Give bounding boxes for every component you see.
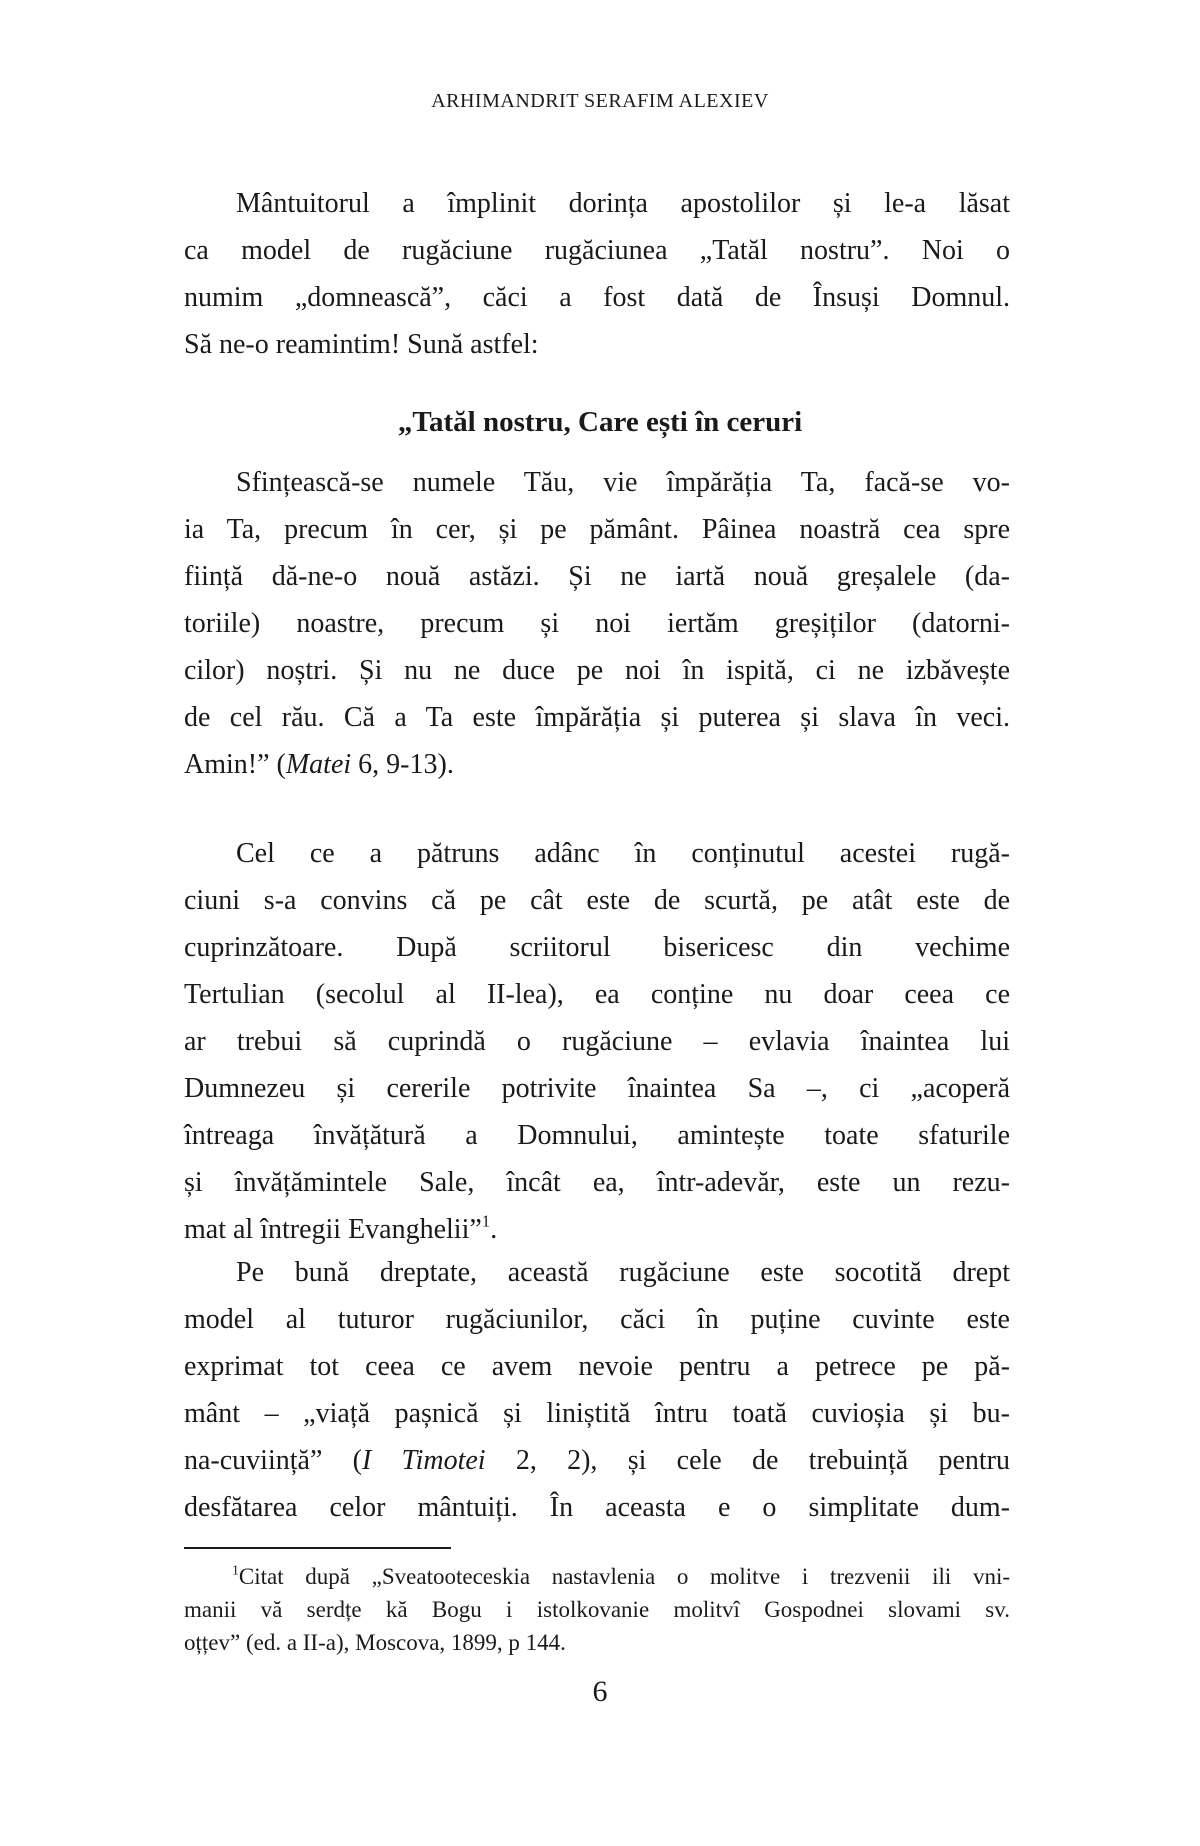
- text-line: Să ne-o reamintim! Sună astfel:: [184, 329, 539, 360]
- footnote-line: manii vă serdțe kă Bogu i istolkovanie molitvî Gospodnei slovami sv.: [184, 1597, 1010, 1622]
- text-line: întreaga învățătură a Domnului, amintește toate sfaturile: [184, 1120, 1010, 1151]
- text-line: [184, 1437, 1010, 1484]
- text-line: model al tuturor rugăciunilor, căci în puține cuvinte este: [184, 1304, 1010, 1335]
- paragraph-prayer: [184, 459, 1010, 788]
- text: 2, 2), și cele de trebuință pentru: [485, 1445, 1010, 1476]
- text-line: Tertulian (secolul al II-lea), ea conține nu doar ceea ce: [184, 979, 1010, 1010]
- text-line: toriile) noastre, precum și noi iertăm greșiților (datorni-: [184, 608, 1010, 639]
- text-line: ciuni s-a convins că pe cât este de scurtă, pe atât este de: [184, 885, 1010, 916]
- footnote-separator: [184, 1547, 451, 1549]
- text: 6, 9-13).: [351, 749, 454, 780]
- paragraph-tertulian: [184, 830, 1010, 1253]
- text-line: ca model de rugăciune rugăciunea „Tatăl nostru”. Noi o: [184, 235, 1010, 266]
- text-line: mânt – „viață pașnică și liniștită întru toată cuvioșia și bu-: [184, 1398, 1010, 1429]
- footnote: [184, 1560, 1010, 1659]
- running-header: ARHIMANDRIT SERAFIM ALEXIEV: [431, 90, 769, 112]
- text-line: Pe bună dreptate, această rugăciune este socotită drept: [236, 1257, 1010, 1288]
- text-line: numim „domnească”, căci a fost dată de Însuși Domnul.: [184, 282, 1010, 313]
- text-line: Sfințească-se numele Tău, vie împărăția Ta, facă-se vo-: [236, 467, 1010, 498]
- prayer-heading: „Tatăl nostru, Care ești în ceruri: [397, 406, 803, 438]
- text-line: cilor) noștri. Și nu ne duce pe noi în ispită, ci ne izbăvește: [184, 655, 1010, 686]
- text: Citat după „Sveatooteceskia nastavlenia o molitve i trezvenii ili vni-: [238, 1564, 1010, 1589]
- footnote-reference: 1: [481, 1211, 491, 1231]
- text-line: Mântuitorul a împlinit dorința apostolilor și le-a lăsat: [236, 188, 1010, 219]
- text: Amin!” (: [184, 749, 286, 780]
- text: mat al întregii Evanghelii”: [184, 1214, 482, 1245]
- text-line: ființă dă-ne-o nouă astăzi. Și ne iartă nouă greșalele (da-: [184, 561, 1010, 592]
- text-line: [184, 741, 1010, 788]
- text-line: de cel rău. Că a Ta este împărăția și puterea și slava în veci.: [184, 702, 1010, 733]
- footnote-line: oțțev” (ed. a II-a), Moscova, 1899, p 144.: [184, 1630, 566, 1655]
- text-line: exprimat tot ceea ce avem nevoie pentru a petrece pe pă-: [184, 1351, 1010, 1382]
- text-line: Dumnezeu și cererile potrivite înaintea Sa –, ci „acoperă: [184, 1073, 1010, 1104]
- text-line: [184, 1206, 1010, 1253]
- text-line: cuprinzătoare. După scriitorul bisericesc din vechime: [184, 932, 1010, 963]
- citation-italic: Matei: [285, 749, 352, 780]
- text: .: [490, 1214, 498, 1245]
- page-number: 6: [592, 1675, 608, 1708]
- footnote-marker: 1: [232, 1562, 239, 1578]
- text-line: ar trebui să cuprindă o rugăciune – evlavia înaintea lui: [184, 1026, 1010, 1057]
- citation-italic: I Timotei: [361, 1445, 486, 1476]
- paragraph-intro: [184, 180, 1010, 368]
- text-line: desfătarea celor mântuiți. În aceasta e o simplitate dum-: [184, 1492, 1010, 1523]
- text-line: Cel ce a pătruns adânc în conținutul acestei rugă-: [236, 838, 1010, 869]
- footnote-line: [184, 1560, 1010, 1593]
- text-line: și învățămintele Sale, încât ea, într-adevăr, este un rezu-: [184, 1167, 1010, 1198]
- paragraph-model: [184, 1249, 1010, 1531]
- text-line: ia Ta, precum în cer, și pe pământ. Pâinea noastră cea spre: [184, 514, 1010, 545]
- text: na-cuviință” (: [184, 1445, 362, 1476]
